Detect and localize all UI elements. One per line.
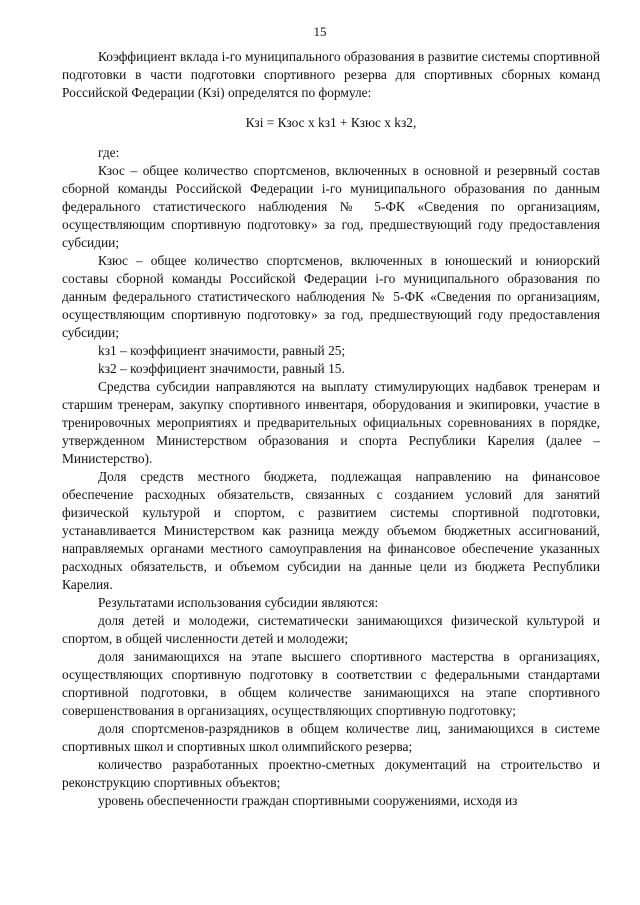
formula: Кзi = Кзос х kз1 + Кзюс х kз2, bbox=[245, 115, 417, 130]
result-item-1: доля детей и молодежи, систематически занимающихся физической культурой и спортом, в общей численности детей и молодежи; bbox=[62, 613, 600, 646]
document-body bbox=[62, 48, 600, 810]
page-number: 15 bbox=[313, 24, 327, 39]
definition-kzyus: Кзюс – общее количество спортсменов, включенных в юношеский и юниорский составы сборной команды Российской Федерации i-го муниципального образования по данным федерального статистического наблюдения № 5-ФК «Сведения по организациям, осуществляющим спортивную подготовку» за год, предшествующий году предоставления субсидии; bbox=[62, 253, 600, 340]
paragraph-intro: Коэффициент вклада i-го муниципального образования в развитие системы спортивной подготовки в части подготовки спортивного резерва для спортивных сборных команд Российской Федерации (Кзi) определятся по формуле: bbox=[62, 49, 600, 100]
result-item-2: доля занимающихся на этапе высшего спортивного мастерства в организациях, осуществляющих спортивную подготовку в соответствии с федеральными стандартами спортивной подготовки, в общем количестве занимающихся на этапе спортивного совершенствования в организациях, осуществляющих спортивную подготовку; bbox=[62, 649, 600, 718]
result-item-5: уровень обеспеченности граждан спортивными сооружениями, исходя из bbox=[98, 793, 518, 808]
paragraph-funds: Средства субсидии направляются на выплату стимулирующих надбавок тренерам и старшим тренерам, закупку спортивного инвентаря, оборудования и экипировки, участие в тренировочных мероприятиях и предварительных официальных соревнованиях в порядке, утвержденном Министерством образования и спорта Республики Карелия (далее – Министерство). bbox=[62, 379, 600, 466]
definition-kz2: kз2 – коэффициент значимости, равный 15. bbox=[98, 361, 345, 376]
result-item-4: количество разработанных проектно-сметных документаций на строительство и реконструкцию спортивных объектов; bbox=[62, 757, 600, 790]
paragraph-results-intro: Результатами использования субсидии являются: bbox=[98, 595, 379, 610]
paragraph-where: где: bbox=[98, 145, 120, 160]
result-item-3: доля спортсменов-разрядников в общем количестве лиц, занимающихся в системе спортивных школ и спортивных школ олимпийского резерва; bbox=[62, 721, 600, 754]
definition-kz1: kз1 – коэффициент значимости, равный 25; bbox=[98, 343, 346, 358]
paragraph-local-budget: Доля средств местного бюджета, подлежащая направлению на финансовое обеспечение расходных обязательств, связанных с созданием условий для занятий физической культурой и спортом, с развитием системы спортивной подготовки, устанавливается Министерством как разница между объемом бюджетных ассигнований, направляемых органами местного самоуправления на финансовое обеспечение указанных расходных обязательств, и объемом субсидии на данные цели из бюджета Республики Карелия. bbox=[62, 469, 600, 592]
definition-kzos: Кзос – общее количество спортсменов, включенных в основной и резервный состав сборной команды Российской Федерации i-го муниципального образования по данным федерального статистического наблюдения № 5-ФК «Сведения по организациям, осуществляющим спортивную подготовку» за год, предшествующий году предоставления субсидии; bbox=[62, 163, 600, 250]
